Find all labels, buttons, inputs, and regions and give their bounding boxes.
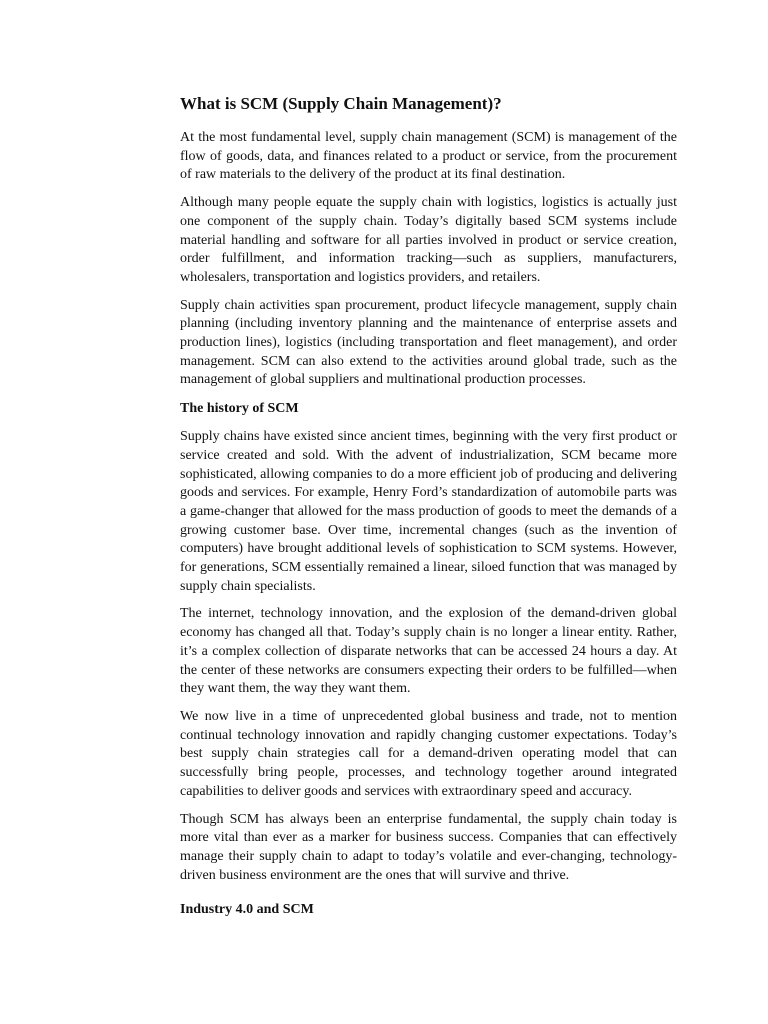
history-paragraph-3: We now live in a time of unprecedented global business and trade, not to mention continual technology innovation and rapidly changing customer expectations. Today’s best supply chain strategies call for a demand-driven operating model that can successfully bring people, processes, and technology together around integrated capabilities to deliver goods and services with extraordinary speed and accuracy. — [180, 708, 677, 799]
history-paragraph-1: Supply chains have existed since ancient times, beginning with the very first product or service created and sold. With the advent of industrialization, SCM became more sophisticated, allowing companies to do a more efficient job of producing and delivering goods and services. For example, Henry Ford’s standardization of automobile parts was a game-changer that allowed for the mass production of goods to meet the demands of a growing customer base. Over time, incremental changes (such as the invention of computers) have brought additional levels of sophistication to SCM systems. However, for generations, SCM essentially remained a linear, siloed function that was managed by supply chain specialists. — [180, 429, 677, 594]
history-paragraph-2: The internet, technology innovation, and the explosion of the demand-driven global economy has changed all that. Today’s supply chain is no longer a linear entity. Rather, it’s a complex collection of disparate networks that can be accessed 24 hours a day. At the center of these networks are consumers expecting their orders to be fulfilled—when they want them, the way they want them. — [180, 606, 677, 697]
intro-paragraph-1: At the most fundamental level, supply chain management (SCM) is management of the flow of goods, data, and finances related to a product or service, from the procurement of raw materials to the delivery of the product at its final destination. — [180, 130, 677, 183]
history-paragraph-4: Though SCM has always been an enterprise fundamental, the supply chain today is more vital than ever as a marker for business success. Companies that can effectively manage their supply chain to adapt to today’s volatile and ever-changing, technology-driven business environment are the ones that will survive and thrive. — [180, 811, 677, 883]
industry-heading: Industry 4.0 and SCM — [180, 902, 314, 918]
intro-paragraph-2: Although many people equate the supply chain with logistics, logistics is actually just one component of the supply chain. Today’s digitally based SCM systems include material handling and software for all parties involved in product or service creation, order fulfillment, and information tracking—such as suppliers, manufacturers, wholesalers, transportation and logistics providers, and retailers. — [180, 195, 677, 285]
history-heading: The history of SCM — [180, 401, 299, 417]
page-title: What is SCM (Supply Chain Management)? — [180, 94, 502, 113]
document-page — [180, 92, 677, 929]
intro-paragraph-3: Supply chain activities span procurement, product lifecycle management, supply chain planning (including inventory planning and the maintenance of enterprise assets and production lines), logistics (including transportation and fleet management), and order management. SCM can also extend to the activities around global trade, such as the management of global suppliers and multinational production processes. — [180, 297, 677, 388]
